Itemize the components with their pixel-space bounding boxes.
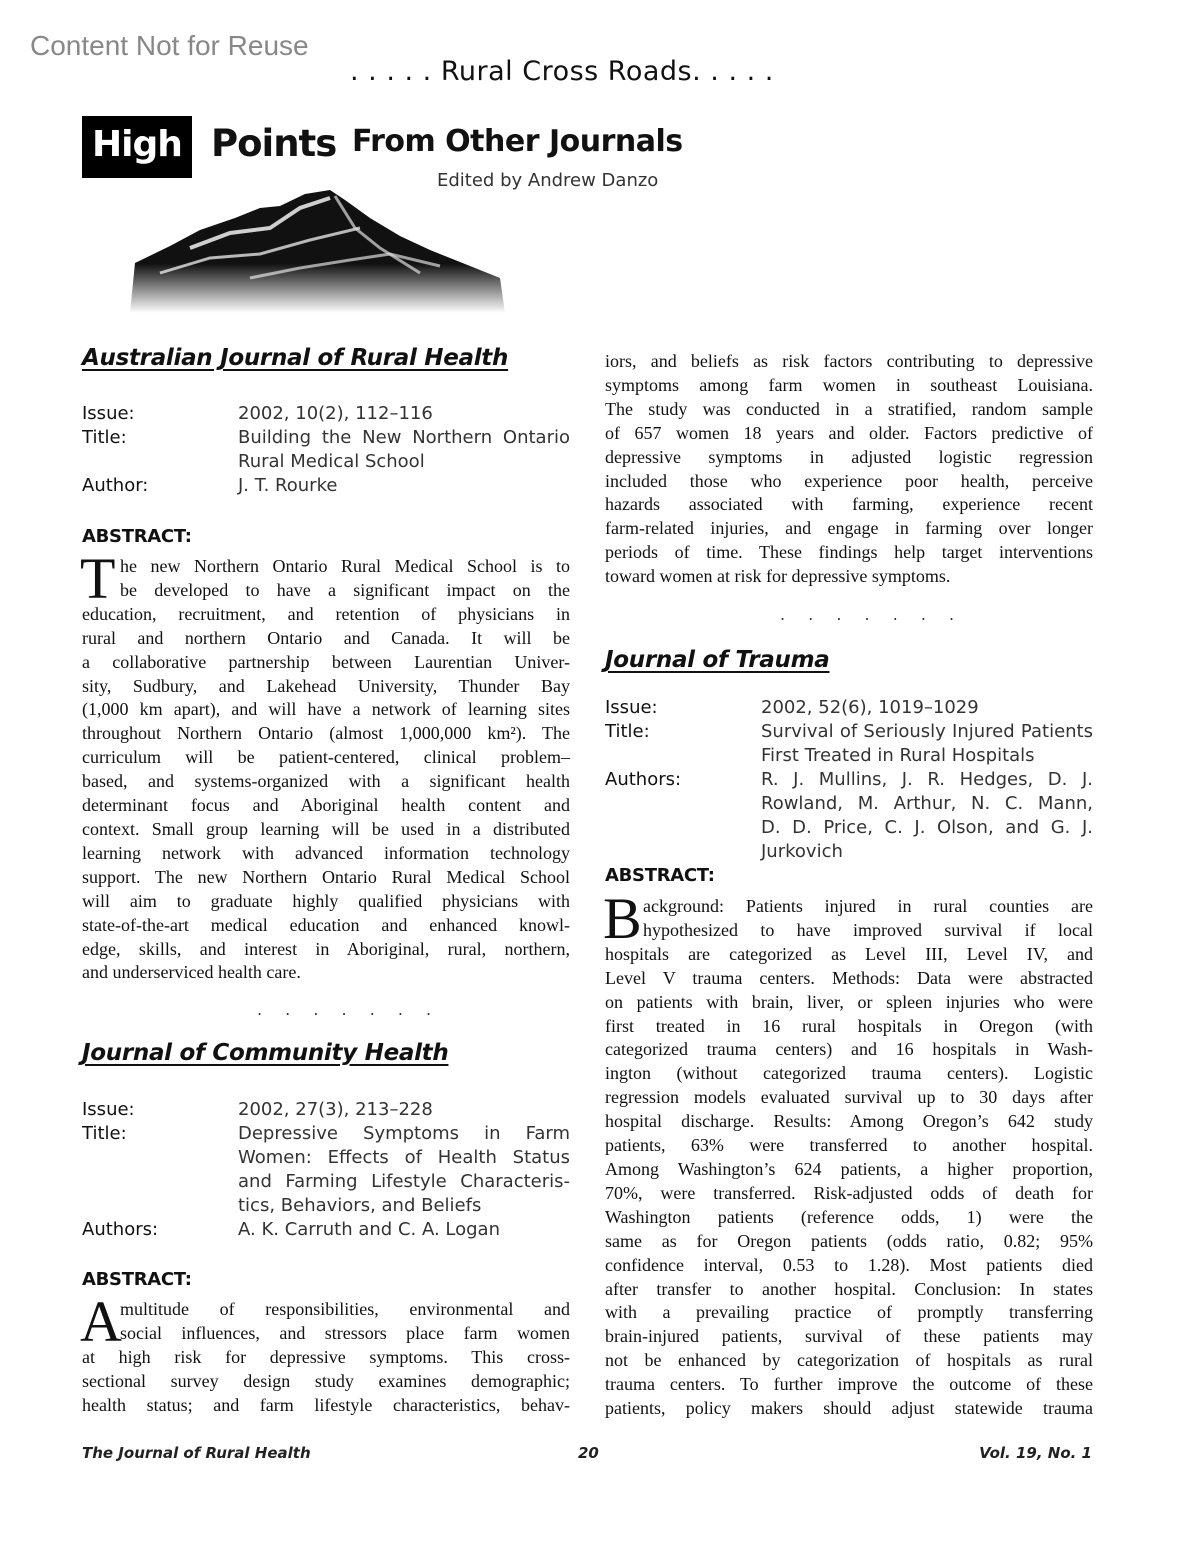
field-value <box>761 696 1093 720</box>
field-value <box>238 1122 570 1218</box>
field-row <box>82 1218 570 1242</box>
field-value-line: Depressive Symptoms in Farm <box>238 1123 570 1144</box>
text-line: trauma centers. To further improve the outcome of these <box>605 1374 1093 1395</box>
article-australian-journal <box>82 343 570 373</box>
text-line: social influences, and stressors place farm women <box>120 1322 570 1343</box>
field-label: Authors: <box>82 1219 159 1240</box>
text-line: farm-related injuries, and engage in farming over longer <box>605 518 1093 539</box>
text-line: rural and northern Ontario and Canada. It will be <box>82 627 570 648</box>
text-line: patients, policy makers should adjust statewide trauma <box>605 1398 1093 1419</box>
text-line: Among Washington’s 624 patients, a higher proportion, <box>605 1158 1093 1179</box>
text-line: categorized trauma centers) and 16 hospitals in Wash- <box>605 1039 1093 1060</box>
field-value <box>238 1098 570 1122</box>
field-value-line: Rural Medical School <box>238 451 425 472</box>
field-label: Title: <box>605 721 650 742</box>
field-value-line: Jurkovich <box>761 841 843 862</box>
drop-cap: T <box>80 546 116 611</box>
field-row <box>82 402 570 426</box>
field-value-line: and Farming Lifestyle Characteris- <box>238 1171 570 1192</box>
abstract-body-continued <box>605 350 1093 589</box>
text-line: will aim to graduate highly qualified physicians with <box>82 890 570 911</box>
text-line: education, recruitment, and retention of physicians in <box>82 603 570 624</box>
text-line: (1,000 km apart), and will have a network of learning sites <box>82 699 570 720</box>
text-line: at high risk for depressive symptoms. This cross- <box>82 1346 570 1367</box>
text-line: same as for Oregon patients (odds ratio, 0.82; 95% <box>605 1230 1093 1251</box>
page-number: 20 <box>578 1444 599 1462</box>
text-line: hospitals are categorized as Level III, Level IV, and <box>605 943 1093 964</box>
text-line: a collaborative partnership between Laurentian Univer- <box>82 651 570 672</box>
running-head: . . . . . Rural Cross Roads. . . . . <box>350 56 774 87</box>
text-line: patients, 63% were transferred to another hospital. <box>605 1135 1093 1156</box>
field-label: Issue: <box>82 1099 135 1120</box>
text-line: hazards associated with farming, experience recent <box>605 494 1093 515</box>
text-line: ackground: Patients injured in rural counties are <box>643 896 1093 916</box>
text-line: 70%, were transferred. Risk-adjusted odds of death for <box>605 1182 1093 1203</box>
text-line: symptoms among farm women in southeast Louisiana. <box>605 374 1093 395</box>
footer-volume: Vol. 19, No. 1 <box>979 1444 1092 1462</box>
text-line: sectional survey design study examines demographic; <box>82 1370 570 1391</box>
field-value-line: 2002, 52(6), 1019–1029 <box>761 697 979 718</box>
field-value-line: Survival of Seriously Injured Patients <box>761 721 1093 742</box>
field-value-line: Women: Effects of Health Status <box>238 1147 570 1168</box>
field-row <box>605 768 1093 864</box>
abstract-body <box>603 886 1093 1421</box>
abstract-label: ABSTRACT: <box>605 865 715 886</box>
text-line: after transfer to another hospital. Conclusion: In states <box>605 1278 1093 1299</box>
text-line: be developed to have a significant impact on the <box>120 579 570 600</box>
section-separator: . . . . . . . <box>780 605 964 624</box>
watermark: Content Not for Reuse <box>30 30 309 61</box>
field-value-line: 2002, 27(3), 213–228 <box>238 1099 433 1120</box>
journal-heading: Journal of Trauma <box>605 647 830 673</box>
field-value-line: A. K. Carruth and C. A. Logan <box>238 1219 500 1240</box>
text-line: brain-injured patients, survival of these patients may <box>605 1326 1093 1347</box>
text-line: context. Small group learning will be used in a distributed <box>82 818 570 839</box>
text-line: not be enhanced by categorization of hospitals as rural <box>605 1350 1093 1371</box>
text-line: based, and systems-organized with a significant health <box>82 771 570 792</box>
abstract-body <box>80 1289 570 1418</box>
text-line: edge, skills, and interest in Aboriginal, rural, northern, <box>82 938 570 959</box>
field-label: Author: <box>82 475 149 496</box>
field-value-line: tics, Behaviors, and Beliefs <box>238 1195 482 1216</box>
text-line: with a prevailing practice of promptly transferring <box>605 1302 1093 1323</box>
text-line: learning network with advanced information technology <box>82 842 570 863</box>
text-line: throughout Northern Ontario (almost 1,000,000 km²). The <box>82 723 570 744</box>
article-journal-of-trauma <box>605 645 1093 675</box>
abstract-body <box>80 546 570 985</box>
text-line: periods of time. These findings help target interventions <box>605 542 1093 563</box>
text-line: Washington patients (reference odds, 1) were the <box>605 1206 1093 1227</box>
text-line: and underserviced health care. <box>82 962 301 983</box>
masthead-high: High <box>82 116 192 178</box>
field-value-line: Rowland, M. Arthur, N. C. Mann, <box>761 793 1093 814</box>
field-value-line: Building the New Northern Ontario <box>238 427 570 448</box>
field-value-line: J. T. Rourke <box>238 475 338 496</box>
field-value-line: First Treated in Rural Hospitals <box>761 745 1035 766</box>
text-line: hospital discharge. Results: Among Oregon’s 642 study <box>605 1111 1093 1132</box>
text-line: first treated in 16 rural hospitals in Oregon (with <box>605 1015 1093 1036</box>
editor-credit: Edited by Andrew Danzo <box>437 170 659 191</box>
abstract-label: ABSTRACT: <box>82 1269 192 1290</box>
field-label: Title: <box>82 1123 127 1144</box>
field-label: Issue: <box>605 697 658 718</box>
text-line: confidence interval, 0.53 to 1.28). Most patients died <box>605 1254 1093 1275</box>
text-line: of 657 women 18 years and older. Factors predictive of <box>605 422 1093 443</box>
masthead-points: Points <box>211 122 337 165</box>
text-line: ington (without categorized trauma centers). Logistic <box>605 1063 1093 1084</box>
text-line: support. The new Northern Ontario Rural Medical School <box>82 866 570 887</box>
drop-cap: A <box>80 1289 122 1354</box>
field-value-line: R. J. Mullins, J. R. Hedges, D. J. <box>761 769 1093 790</box>
section-separator: . . . . . . . <box>257 1000 441 1019</box>
text-line: sity, Sudbury, and Lakehead University, Thunder Bay <box>82 675 570 696</box>
field-label: Title: <box>82 427 127 448</box>
text-line: hypothesized to have improved survival if local <box>643 919 1093 940</box>
text-line: state-of-the-art medical education and enhanced knowl- <box>82 914 570 935</box>
text-line: Level V trauma centers. Methods: Data were abstracted <box>605 967 1093 988</box>
field-value <box>238 474 570 498</box>
text-line: health status; and farm lifestyle characteristics, behav- <box>82 1394 570 1415</box>
journal-heading: Australian Journal of Rural Health <box>82 345 509 371</box>
article-community-health <box>82 1038 570 1068</box>
mountain-illustration <box>130 188 510 313</box>
masthead-subtitle: From Other Journals <box>352 124 683 159</box>
text-line: toward women at risk for depressive symptoms. <box>605 566 951 587</box>
field-row <box>605 696 1093 720</box>
field-row <box>82 474 570 498</box>
field-row <box>82 1098 570 1122</box>
text-line: determinant focus and Aboriginal health content and <box>82 795 570 816</box>
field-value-line: D. D. Price, C. J. Olson, and G. J. <box>761 817 1093 838</box>
text-line: The study was conducted in a stratified, random sample <box>605 398 1093 419</box>
field-value <box>761 768 1093 864</box>
text-line: multitude of responsibilities, environmental and <box>120 1299 570 1319</box>
drop-cap: B <box>603 886 642 951</box>
field-value <box>238 402 570 426</box>
field-row <box>82 426 570 474</box>
footer-journal-name: The Journal of Rural Health <box>82 1444 311 1462</box>
text-line: iors, and beliefs as risk factors contributing to depressive <box>605 351 1093 371</box>
article-fields <box>82 1098 570 1242</box>
field-label: Issue: <box>82 403 135 424</box>
field-row <box>605 720 1093 768</box>
text-line: regression models evaluated survival up to 30 days after <box>605 1087 1093 1108</box>
field-row <box>82 1122 570 1218</box>
field-value <box>761 720 1093 768</box>
field-value-line: 2002, 10(2), 112–116 <box>238 403 433 424</box>
journal-heading: Journal of Community Health <box>82 1040 449 1066</box>
text-line: he new Northern Ontario Rural Medical School is to <box>120 556 570 576</box>
field-value <box>238 1218 570 1242</box>
article-fields <box>82 402 570 498</box>
text-line: depressive symptoms in adjusted logistic regression <box>605 446 1093 467</box>
field-label: Authors: <box>605 769 682 790</box>
text-line: on patients with brain, liver, or spleen injuries who were <box>605 991 1093 1012</box>
text-line: included those who experience poor health, perceive <box>605 470 1093 491</box>
text-line: curriculum will be patient-centered, clinical problem– <box>82 747 570 768</box>
field-value <box>238 426 570 474</box>
abstract-label: ABSTRACT: <box>82 526 192 547</box>
article-fields <box>605 696 1093 864</box>
